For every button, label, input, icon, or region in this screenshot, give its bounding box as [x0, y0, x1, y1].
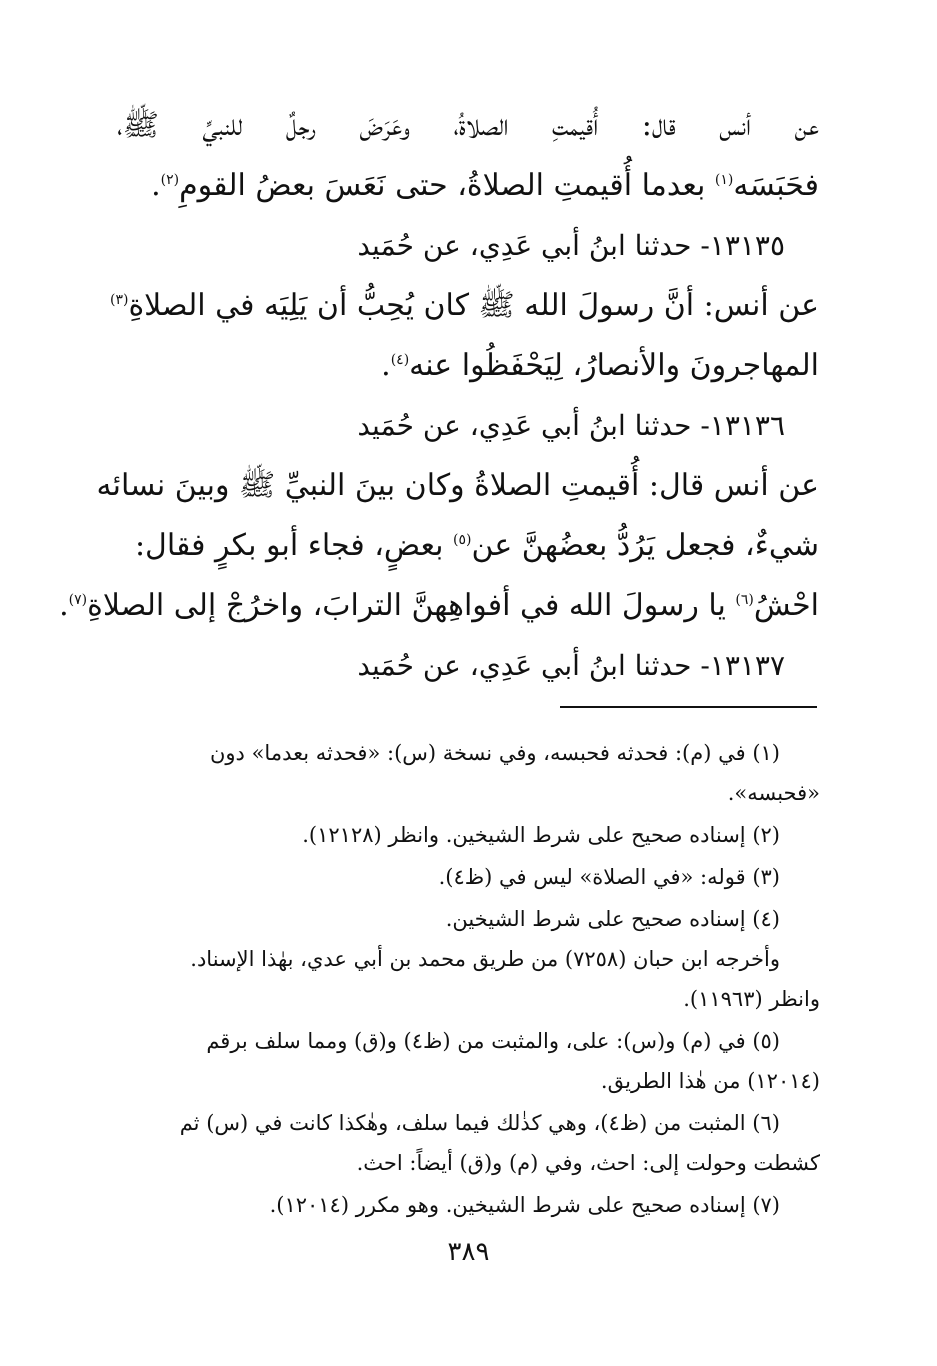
footnote-5	[115, 1021, 820, 1101]
footnote-2	[115, 815, 820, 855]
hadith-text: .	[151, 168, 161, 203]
footnote-line: وانظر (١١٩٦٣).	[683, 987, 820, 1011]
hadith-text: احْشُ	[753, 588, 819, 623]
footnote-ref: (٤)	[390, 352, 410, 368]
hadith-line: عن أنس قال: أُقيمتِ الصلاةُ وكان بينَ النبيِّ ﷺ وبينَ نسائه	[96, 468, 819, 503]
hadith-text: المهاجرونَ والأنصارُ، لِيَحْفَظُوا عنه	[409, 348, 819, 383]
hadith-line: عن أنس قال: أُقيمتِ الصلاةُ، وعَرَضَ رجلٌ للنبيِّ ﷺ،	[117, 108, 819, 143]
hadith-text: بعضٍ، فجاء أبو بكرٍ فقال:	[134, 528, 454, 563]
hadith-text: شيءٌ، فجعل يَرُدُّ بعضُهنَّ عن	[471, 528, 819, 563]
footnote-4	[115, 899, 820, 1019]
main-text	[59, 96, 819, 696]
footnote-3	[115, 857, 820, 897]
hadith-text: .	[59, 588, 69, 623]
footnote-6	[115, 1103, 820, 1183]
footnote-7	[115, 1185, 820, 1225]
footnotes	[115, 733, 820, 1227]
footnote-line: (٢) إسناده صحيح على شرط الشيخين. وانظر (١٢١٢٨).	[302, 823, 780, 847]
footnote-line: «فحبسه».	[727, 781, 820, 805]
footnote-ref: (٥)	[453, 532, 472, 548]
isnad-line: ١٣١٣٦- حدثنا ابنُ أبي عَدِي، عن حُمَيد	[357, 409, 785, 442]
footnote-ref: (٢)	[160, 172, 180, 188]
hadith-text: .	[381, 348, 391, 383]
footnote-line: كشطت وحولت إلى: احث، وفي (م) و(ق) أيضاً: احث.	[356, 1151, 820, 1175]
hadith-text: بعدما أُقيمتِ الصلاةُ، حتى نَعَسَ بعضُ القومِ	[179, 168, 715, 203]
footnote-line: (٥) في (م) و(س): على، والمثبت من (ظ٤) و(ق) ومما سلف برقم	[206, 1029, 780, 1053]
hadith-line	[109, 276, 819, 336]
hadith-text: يا رسولَ الله في أفواهِهنَّ الترابَ، واخرُجْ إلى الصلاةِ	[87, 588, 736, 623]
footnote-line: (٤) إسناده صحيح على شرط الشيخين.	[445, 907, 780, 931]
footnote-line: (٣) قوله: «في الصلاة» ليس في (ظ٤).	[438, 865, 780, 889]
footnote-line: (٦) المثبت من (ظ٤)، وهي كذٰلك فيما سلف، وهٰكذا كانت في (س) ثم	[179, 1111, 780, 1135]
hadith-line	[59, 576, 819, 636]
hadith-line	[117, 156, 819, 216]
hadith-line	[117, 516, 819, 576]
footnote-ref: (٧)	[68, 592, 88, 608]
page-number: ٣٨٩	[447, 1237, 490, 1267]
footnote-line: (٧) إسناده صحيح على شرط الشيخين. وهو مكرر (١٢٠١٤).	[269, 1193, 780, 1217]
footnote-line: (١) في (م): فحدثه فحبسه، وفي نسخة (س): «فحدثه بعدما» دون	[209, 741, 780, 765]
hadith-text: عن أنس: أنَّ رسولَ الله ﷺ كان يُحِبُّ أن يَلِيَه في الصلاةِ	[128, 288, 819, 323]
isnad-line: ١٣١٣٧- حدثنا ابنُ أبي عَدِي، عن حُمَيد	[357, 649, 785, 682]
hadith-line	[117, 336, 819, 396]
hadith-text: فحَبَسَه	[733, 168, 819, 203]
isnad-line: ١٣١٣٥- حدثنا ابنُ أبي عَدِي، عن حُمَيد	[357, 229, 785, 262]
footnote-ref: (٦)	[735, 592, 754, 608]
footnote-line: وأخرجه ابن حبان (٧٢٥٨) من طريق محمد بن أبي عدي، بهٰذا الإسناد.	[190, 947, 780, 971]
footnote-ref: (١)	[714, 172, 734, 188]
footnote-1	[115, 733, 820, 813]
footnote-divider	[560, 706, 817, 708]
footnote-line: (١٢٠١٤) من هٰذا الطريق.	[600, 1069, 820, 1093]
footnote-ref: (٣)	[109, 292, 129, 308]
